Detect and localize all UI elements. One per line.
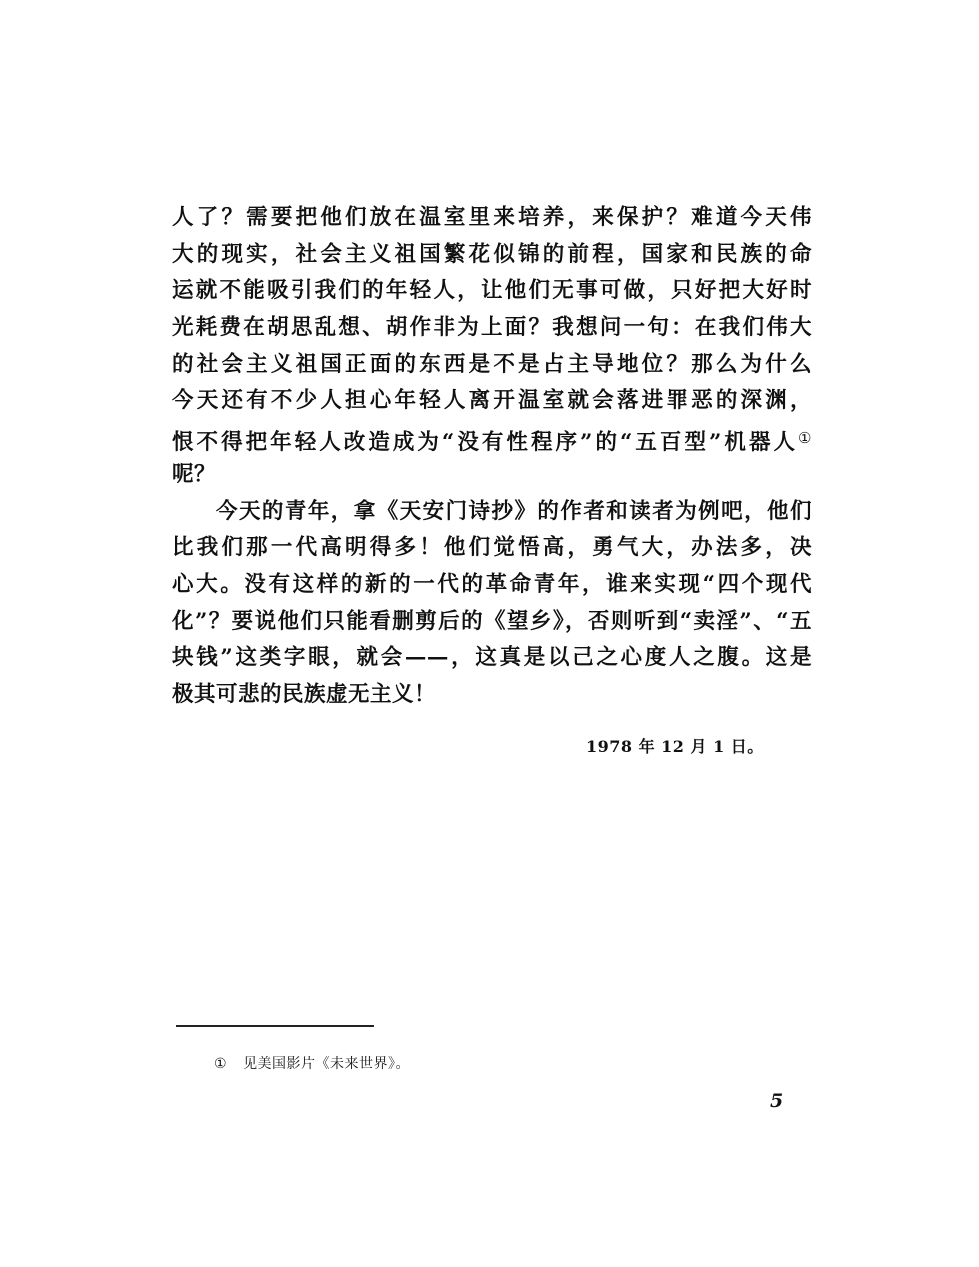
paragraph2-line: 块钱”这类字眼，就会——，这真是以己之心度人之腹。这是: [172, 645, 812, 671]
paragraph1-line: 呢？: [172, 461, 217, 487]
paragraph1-line: 大的现实，社会主义祖国繁花似锦的前程，国家和民族的命: [172, 241, 812, 267]
date-line: 1978 年 12 月 1 日。: [586, 737, 764, 756]
footnote-mark: ①: [214, 1056, 228, 1072]
paragraph2-line: 心大。没有这样的新的一代的革命青年，谁来实现“四个现代: [172, 571, 812, 597]
paragraph1-line-text: 恨不得把年轻人改造成为“没有性程序”的“五百型”机器人: [172, 430, 799, 456]
paragraph1-line-with-footnote: [172, 420, 812, 457]
paragraph1-line: 人了？需要把他们放在温室里来培养，来保护？难道今天伟: [172, 205, 812, 230]
footnote-divider: [176, 1025, 374, 1027]
paragraph2-line: 比我们那一代高明得多！他们觉悟高，勇气大，办法多，决: [172, 535, 812, 561]
paragraph2-line: 化”？要说他们只能看删剪后的《望乡》，否则听到“卖淫”、“五: [172, 608, 812, 634]
paragraph2-line: 今天的青年，拿《天安门诗抄》的作者和读者为例吧，他们: [216, 498, 812, 524]
paragraph1-line: 光耗费在胡思乱想、胡作非为上面？我想问一句：在我们伟大: [172, 315, 812, 341]
footnote: [214, 1053, 410, 1073]
paragraph1-line: 的社会主义祖国正面的东西是不是占主导地位？那么为什么: [172, 351, 812, 377]
paragraph1-line: 今天还有不少人担心年轻人离开温室就会落进罪恶的深渊，: [172, 388, 812, 414]
body-text: [172, 200, 812, 714]
paragraph1-line: 运就不能吸引我们的年轻人，让他们无事可做，只好把大好时: [172, 278, 812, 304]
footnote-text: 见美国影片《未来世界》。: [243, 1056, 411, 1072]
paragraph2-line: 极其可悲的民族虚无主义！: [172, 681, 437, 707]
page-number: 5: [770, 1090, 784, 1112]
footnote-reference: ①: [798, 429, 812, 448]
